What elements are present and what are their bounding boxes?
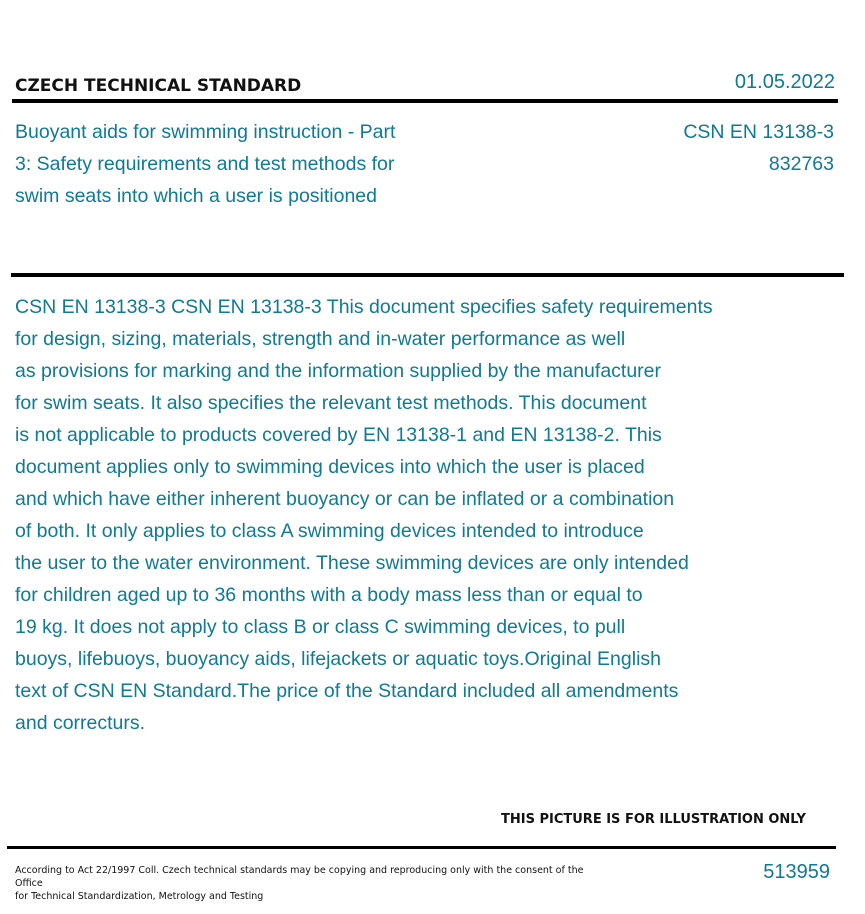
abstract-line: and correcturs. <box>15 712 146 734</box>
document-codes <box>683 116 834 180</box>
document-title-line: swim seats into which a user is positioned <box>15 185 377 207</box>
title-divider <box>11 273 844 277</box>
abstract-line: CSN EN 13138-3 CSN EN 13138-3 This document specifies safety requirements <box>15 296 713 318</box>
abstract-line: as provisions for marking and the information supplied by the manufacturer <box>15 360 662 382</box>
abstract-line: for children aged up to 36 months with a body mass less than or equal to <box>15 584 643 606</box>
legal-notice-line: According to Act 22/1997 Coll. Czech technical standards may be copying and reproducing only with the consent of the Office <box>15 865 584 889</box>
abstract-line: the user to the water environment. These swimming devices are only intended <box>15 552 689 574</box>
footer-reference-number: 513959 <box>763 861 830 883</box>
illustration-disclaimer: THIS PICTURE IS FOR ILLUSTRATION ONLY <box>501 812 806 827</box>
header-divider <box>12 99 838 103</box>
abstract-line: document applies only to swimming devices into which the user is placed <box>15 456 645 478</box>
legal-notice <box>15 864 595 903</box>
document-title <box>15 116 455 212</box>
document-title-line: Buoyant aids for swimming instruction - Part <box>15 121 396 143</box>
abstract-line: is not applicable to products covered by EN 13138-1 and EN 13138-2. This <box>15 424 662 446</box>
document-title-line: 3: Safety requirements and test methods for <box>15 153 395 175</box>
standard-type-heading: CZECH TECHNICAL STANDARD <box>15 76 302 96</box>
abstract-text <box>15 291 815 739</box>
abstract-line: for swim seats. It also specifies the relevant test methods. This document <box>15 392 647 414</box>
publication-date: 01.05.2022 <box>734 71 835 93</box>
abstract-line: 19 kg. It does not apply to class B or class C swimming devices, to pull <box>15 616 626 638</box>
abstract-line: and which have either inherent buoyancy or can be inflated or a combination <box>15 488 675 510</box>
footer-divider <box>7 846 836 849</box>
abstract-line: buoys, lifebuoys, buoyancy aids, lifejackets or aquatic toys.Original English <box>15 648 662 670</box>
legal-notice-line: for Technical Standardization, Metrology and Testing <box>15 891 264 902</box>
standard-code: CSN EN 13138-3 <box>683 121 834 143</box>
abstract-line: for design, sizing, materials, strength and in-water performance as well <box>15 328 626 350</box>
catalog-number: 832763 <box>768 153 834 175</box>
abstract-line: of both. It only applies to class A swimming devices intended to introduce <box>15 520 644 542</box>
abstract-line: text of CSN EN Standard.The price of the Standard included all amendments <box>15 680 679 702</box>
